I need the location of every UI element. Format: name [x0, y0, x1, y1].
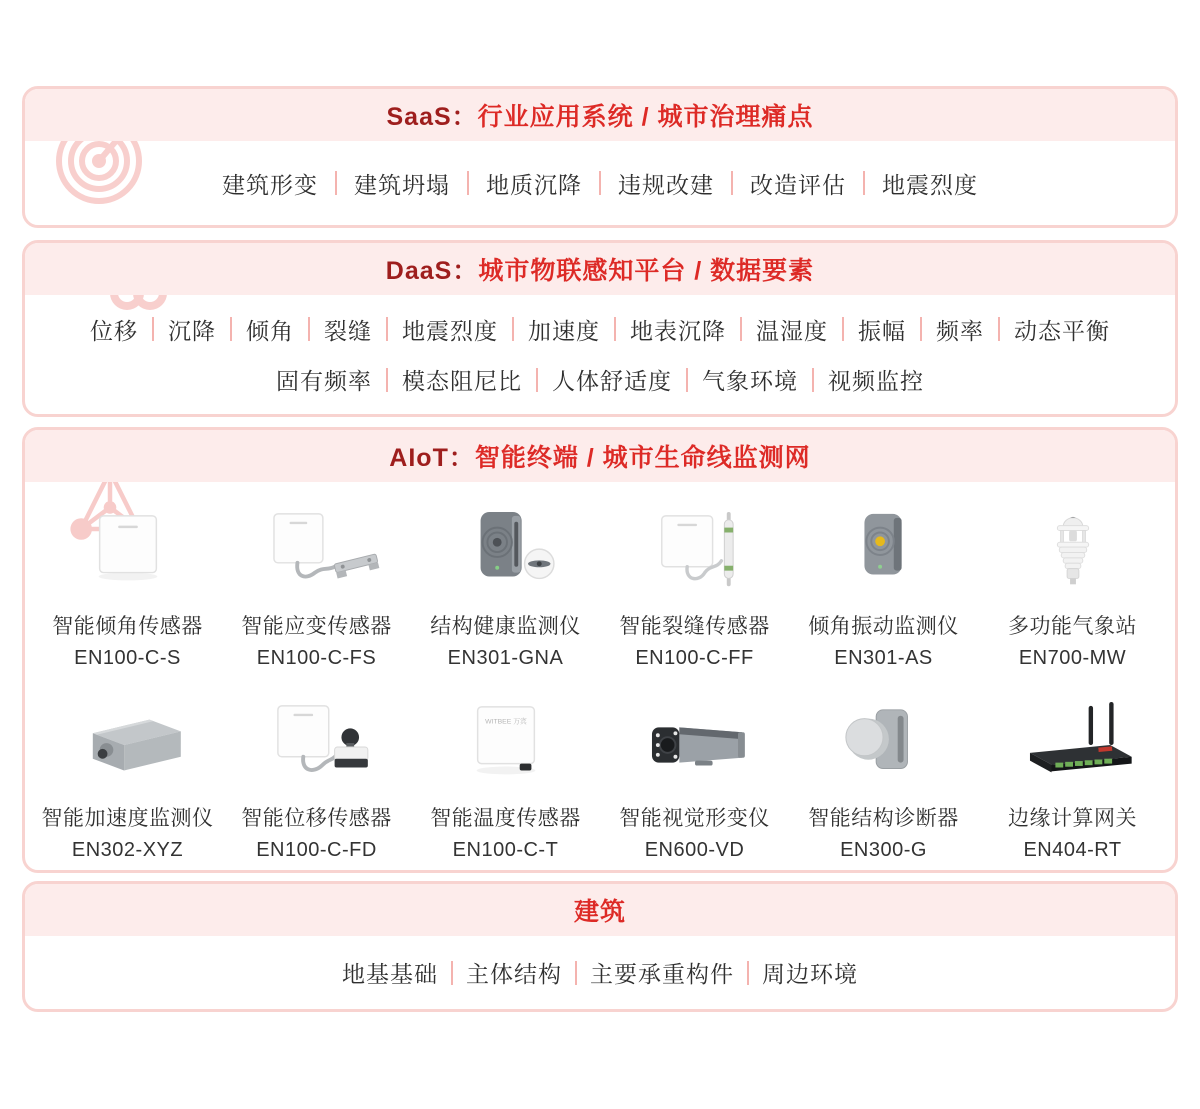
- divider: [920, 317, 922, 341]
- divider: [386, 368, 388, 392]
- daas-header: [25, 243, 1175, 295]
- product-name: 智能裂缝传感器: [619, 615, 770, 638]
- product-image-visual-deformation-camera: [625, 702, 765, 790]
- product-model: EN100-C-FS: [256, 647, 377, 669]
- divider: [512, 317, 514, 341]
- daas-title-main: 城市物联感知平台 / 数据要素: [478, 257, 815, 285]
- divider: [614, 317, 616, 341]
- product-temperature-sensor: [411, 702, 600, 862]
- divider: [599, 171, 601, 195]
- product-name: 智能倾角传感器: [52, 615, 203, 638]
- divider: [731, 171, 733, 195]
- product-accelerometer: [33, 702, 222, 862]
- daas-item: 频率: [936, 317, 984, 344]
- product-model: EN100-C-T: [452, 839, 559, 861]
- saas-body: [25, 141, 1175, 225]
- divider: [467, 171, 469, 195]
- building-body: [25, 936, 1175, 1009]
- saas-item: 违规改建: [618, 171, 714, 198]
- aiot-title-main: 智能终端 / 城市生命线监测网: [474, 444, 811, 472]
- daas-item: 倾角: [246, 317, 294, 344]
- divider: [740, 317, 742, 341]
- product-name: 智能应变传感器: [241, 615, 392, 638]
- product-visual-deformation-camera: [600, 702, 789, 862]
- divider: [152, 317, 154, 341]
- device-logo-text: WITBEE 万宾: [484, 718, 527, 726]
- product-image-tilt-sensor: [58, 510, 198, 598]
- building-section-card: [22, 881, 1178, 1012]
- divider: [575, 961, 577, 985]
- saas-items-row: [25, 167, 1175, 200]
- divider: [998, 317, 1000, 341]
- aiot-header: [25, 430, 1175, 482]
- daas-item: 振幅: [858, 317, 906, 344]
- product-image-displacement-sensor: [247, 702, 387, 790]
- saas-header: [25, 89, 1175, 141]
- divider: [536, 368, 538, 392]
- product-model: EN100-C-FD: [256, 839, 377, 861]
- divider: [386, 317, 388, 341]
- product-weather-station: [978, 510, 1167, 670]
- daas-title-prefix: DaaS：: [385, 257, 479, 285]
- building-item: 周边环境: [762, 961, 858, 987]
- building-item: 主体结构: [466, 961, 562, 987]
- product-name: 倾角振动监测仪: [808, 615, 959, 638]
- daas-item: 视频监控: [828, 368, 924, 395]
- product-image-temperature-sensor: [436, 702, 576, 790]
- daas-section-card: [22, 240, 1178, 417]
- product-image-accelerometer: [58, 702, 198, 790]
- daas-item: 动态平衡: [1014, 317, 1110, 344]
- daas-item: 固有频率: [276, 368, 372, 395]
- product-displacement-sensor: [222, 702, 411, 862]
- saas-item: 建筑坍塌: [354, 171, 450, 198]
- product-image-weather-station: [1003, 510, 1143, 598]
- product-tilt-sensor: [33, 510, 222, 670]
- product-model: EN100-C-S: [74, 647, 181, 669]
- product-image-crack-sensor: [625, 510, 765, 598]
- product-structural-health-monitor: [411, 510, 600, 670]
- daas-item: 人体舒适度: [552, 368, 672, 395]
- divider: [747, 961, 749, 985]
- saas-item: 地质沉降: [486, 171, 582, 198]
- product-crack-sensor: [600, 510, 789, 670]
- divider: [863, 171, 865, 195]
- product-name: 边缘计算网关: [1008, 807, 1137, 830]
- aiot-section-card: [22, 427, 1178, 873]
- product-model: EN300-G: [840, 839, 927, 861]
- product-model: EN100-C-FF: [635, 647, 754, 669]
- product-edge-gateway: [978, 702, 1167, 862]
- product-image-edge-gateway: [1003, 702, 1143, 790]
- building-item: 主要承重构件: [590, 961, 734, 987]
- product-model: EN404-RT: [1023, 839, 1122, 861]
- saas-item: 建筑形变: [222, 171, 318, 198]
- saas-item: 地震烈度: [882, 171, 978, 198]
- daas-item: 沉降: [168, 317, 216, 344]
- product-model: EN600-VD: [644, 839, 745, 861]
- product-name: 智能位移传感器: [241, 807, 392, 830]
- aiot-title-prefix: AIoT：: [389, 444, 475, 472]
- daas-item: 地表沉降: [630, 317, 726, 344]
- product-strain-sensor: [222, 510, 411, 670]
- divider: [335, 171, 337, 195]
- building-header: [25, 884, 1175, 936]
- building-item: 地基基础: [342, 961, 438, 987]
- product-name: 智能结构诊断器: [808, 807, 959, 830]
- product-image-tilt-vibration-monitor: [814, 510, 954, 598]
- product-name: 结构健康监测仪: [430, 615, 581, 638]
- divider: [230, 317, 232, 341]
- saas-item: 改造评估: [750, 171, 846, 198]
- product-image-strain-sensor: [247, 510, 387, 598]
- daas-item: 模态阻尼比: [402, 368, 522, 395]
- divider: [686, 368, 688, 392]
- daas-item: 裂缝: [324, 317, 372, 344]
- daas-item: 位移: [90, 317, 138, 344]
- saas-title-prefix: SaaS：: [386, 103, 478, 131]
- daas-item: 温湿度: [756, 317, 828, 344]
- saas-section-card: [22, 86, 1178, 228]
- divider: [308, 317, 310, 341]
- daas-item: 加速度: [528, 317, 600, 344]
- product-model: EN301-AS: [834, 647, 933, 669]
- product-model: EN302-XYZ: [71, 839, 184, 861]
- daas-item: 地震烈度: [402, 317, 498, 344]
- product-structural-diagnoser: [789, 702, 978, 862]
- product-grid: [25, 482, 1175, 862]
- divider: [812, 368, 814, 392]
- daas-item: 气象环境: [702, 368, 798, 395]
- product-name: 智能视觉形变仪: [619, 807, 770, 830]
- divider: [451, 961, 453, 985]
- saas-title-main: 行业应用系统 / 城市治理痛点: [477, 103, 814, 131]
- daas-items-row-1: [25, 313, 1175, 346]
- building-items-row: [25, 956, 1175, 989]
- daas-body: [25, 295, 1175, 414]
- product-model: EN700-MW: [1018, 647, 1127, 669]
- product-name: 智能加速度监测仪: [41, 807, 214, 830]
- product-image-structural-diagnoser: [814, 702, 954, 790]
- product-model: EN301-GNA: [447, 647, 564, 669]
- product-name: 智能温度传感器: [430, 807, 581, 830]
- product-tilt-vibration-monitor: [789, 510, 978, 670]
- product-image-structural-health-monitor: [436, 510, 576, 598]
- product-name: 多功能气象站: [1008, 615, 1137, 638]
- building-title: 建筑: [573, 898, 626, 926]
- daas-items-row-2: [25, 363, 1175, 396]
- divider: [842, 317, 844, 341]
